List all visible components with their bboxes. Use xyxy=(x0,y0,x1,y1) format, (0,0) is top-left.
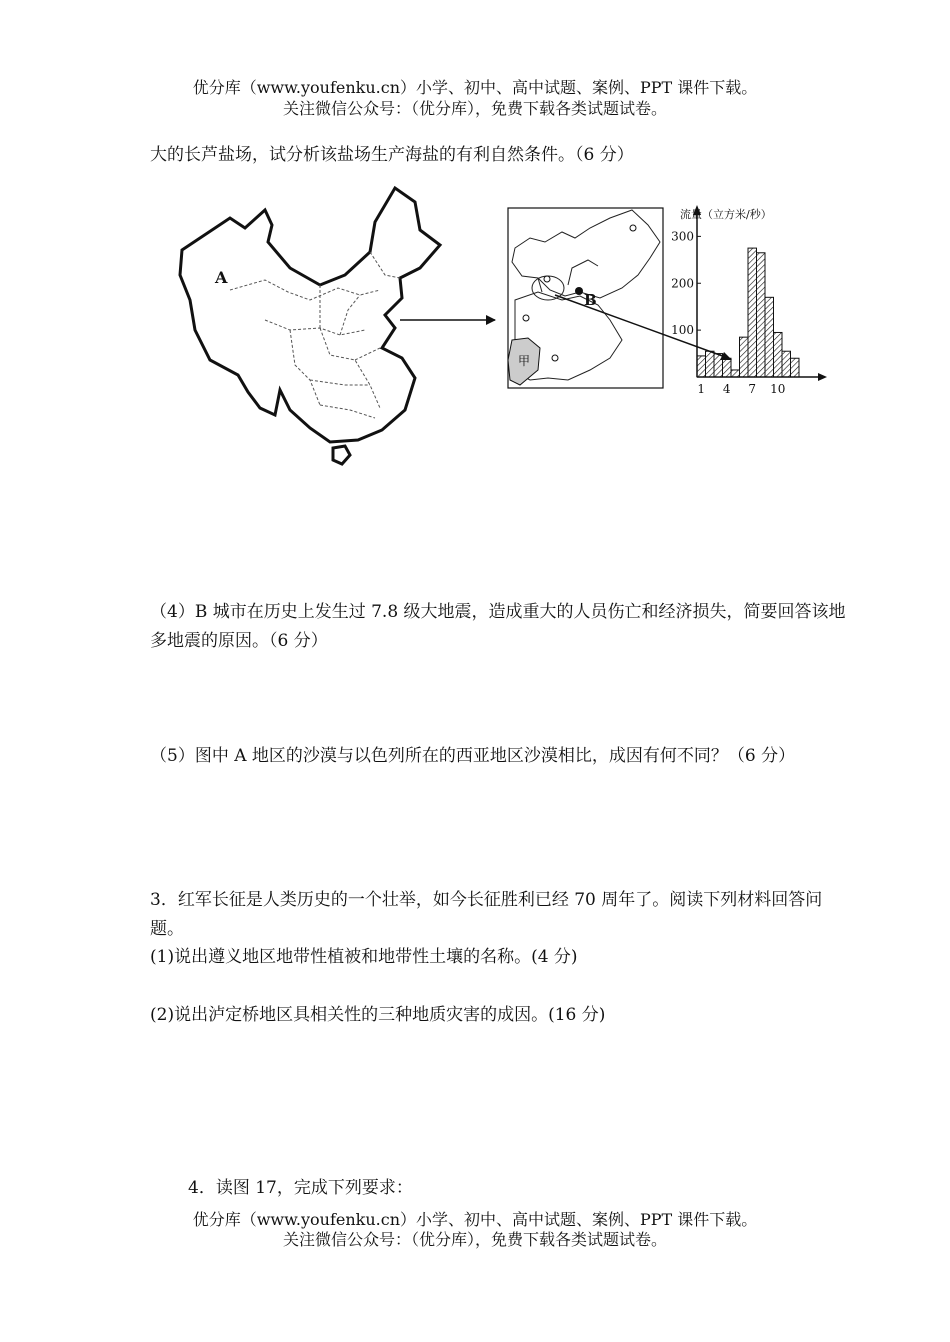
bar-month-3 xyxy=(714,354,723,377)
chart-y-label: 流量（立方米/秒） xyxy=(680,208,772,221)
bar-month-8 xyxy=(757,253,766,377)
question-3-intro: 3．红军长征是人类历史的一个壮举，如今长征胜利已经 70 周年了。阅读下列材料回答问题。 xyxy=(150,890,823,939)
bar-month-10 xyxy=(774,332,783,377)
header-line-2: 关注微信公众号：（优分库），免费下载各类试题试卷。 xyxy=(282,99,667,118)
inset-label-b: B xyxy=(584,291,597,309)
intro-line: 大的长芦盐场，试分析该盐场生产海盐的有利自然条件。（6 分） xyxy=(150,145,634,165)
china-outline xyxy=(180,188,440,442)
header-line-1: 优分库（www.youfenku.cn）小学、初中、高中试题、案例、PPT 课件下载。 xyxy=(192,78,758,97)
inset-to-chart-line xyxy=(555,295,728,358)
question-4-next: 4．读图 17，完成下列要求： xyxy=(188,1178,413,1198)
x-tick-label: 7 xyxy=(748,382,757,396)
province-borders xyxy=(230,252,400,418)
figure xyxy=(170,180,840,470)
footer-line-1: 优分库（www.youfenku.cn）小学、初中、高中试题、案例、PPT 课件下载。 xyxy=(192,1210,758,1229)
x-axis-arrow xyxy=(818,373,827,381)
footer-line-2: 关注微信公众号：（优分库），免费下载各类试题试卷。 xyxy=(282,1230,667,1249)
pointer-arrow-head xyxy=(486,315,496,325)
question-3-part-1: (1)说出遵义地区地带性植被和地带性土壤的名称。(4 分) xyxy=(150,947,578,967)
bar-month-4 xyxy=(723,358,732,377)
bar-month-6 xyxy=(740,337,749,377)
question-3-part-2: (2)说出泸定桥地区具相关性的三种地质灾害的成因。(16 分) xyxy=(150,1005,606,1025)
bar-month-11 xyxy=(782,351,791,377)
city-b-marker xyxy=(575,287,583,295)
y-tick-label: 200 xyxy=(671,276,694,291)
bar-month-5 xyxy=(731,370,740,377)
discharge-chart xyxy=(671,205,827,396)
question-4: （4）B 城市在历史上发生过 7.8 级大地震，造成重大的人员伤亡和经济损失，简要回答该地多地震的原因。（6 分） xyxy=(150,602,846,651)
bar-month-9 xyxy=(765,297,774,377)
x-tick-label: 1 xyxy=(697,382,706,396)
x-tick-label: 10 xyxy=(770,382,786,396)
bar-month-1 xyxy=(697,356,706,377)
bar-month-12 xyxy=(791,358,800,377)
china-map xyxy=(180,188,440,464)
question-5: （5）图中 A 地区的沙漠与以色列所在的西亚地区沙漠相比，成因有何不同？（6 分） xyxy=(150,746,796,766)
y-tick-label: 300 xyxy=(671,229,694,244)
hainan-island xyxy=(333,446,350,464)
inset-label-jia: 甲 xyxy=(518,354,531,368)
map-label-a: A xyxy=(215,268,228,287)
bar-month-2 xyxy=(706,351,715,377)
x-tick-label: 4 xyxy=(722,382,731,396)
y-tick-label: 100 xyxy=(671,323,694,338)
bar-month-7 xyxy=(748,248,757,377)
